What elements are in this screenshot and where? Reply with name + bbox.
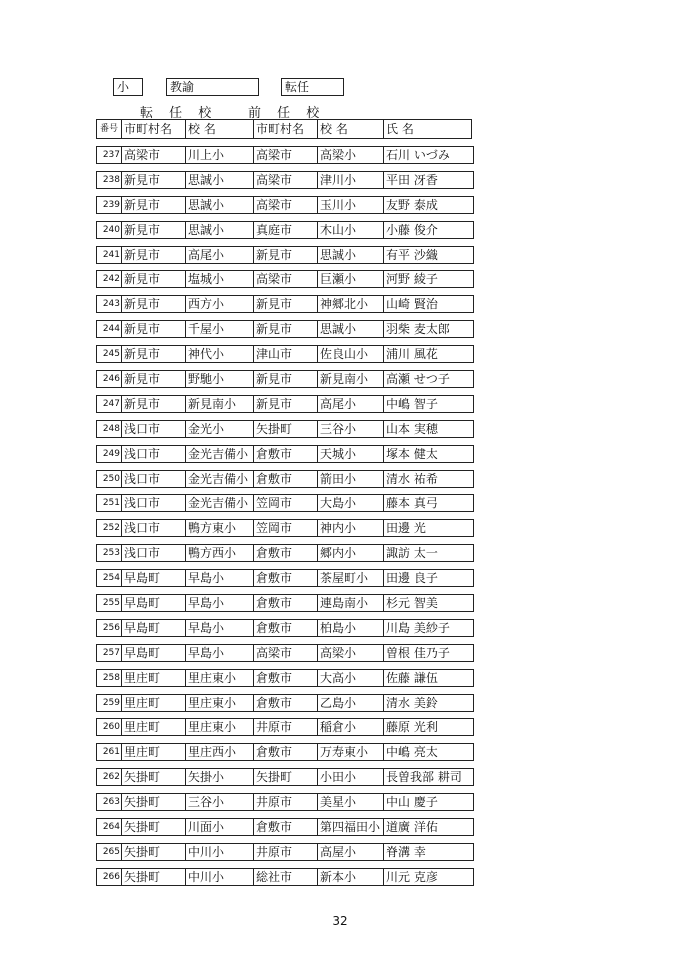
- prev-school-cell: 乙島小: [317, 695, 383, 711]
- new-city-cell: 新見市: [121, 247, 185, 263]
- prev-school-cell: 万寿東小: [317, 744, 383, 760]
- row-number: 266: [102, 871, 120, 882]
- table-row: [96, 669, 474, 687]
- prev-city-cell: 倉敷市: [253, 446, 317, 462]
- table-row: [96, 694, 474, 712]
- table-row: [96, 270, 474, 288]
- prev-school-cell: 新見南小: [317, 371, 383, 387]
- prev-school-cell: 第四福田小: [317, 819, 383, 835]
- new-school-cell: 早島小: [185, 645, 253, 661]
- table-row: [96, 420, 474, 438]
- teacher-name-cell: 曽根 佳乃子: [383, 645, 473, 661]
- new-school-cell: 神代小: [185, 346, 253, 362]
- row-number: 244: [102, 324, 120, 335]
- new-school-cell: 中川小: [185, 844, 253, 860]
- transfer-type-box: 転任: [281, 78, 344, 96]
- row-number: 259: [102, 697, 120, 708]
- new-school-cell: 中川小: [185, 869, 253, 885]
- new-school-cell: 金光小: [185, 421, 253, 437]
- new-school-cell: 思誠小: [185, 197, 253, 213]
- new-city-cell: 矢掛町: [121, 794, 185, 810]
- row-number: 265: [102, 846, 120, 857]
- teacher-name-cell: 中嶋 智子: [383, 396, 473, 412]
- teacher-name-cell: 石川 いづみ: [383, 147, 473, 163]
- table-row: [96, 345, 474, 363]
- new-school-cell: 里庄西小: [185, 744, 253, 760]
- new-city-cell: 新見市: [121, 396, 185, 412]
- row-number: 250: [102, 473, 120, 484]
- new-city-cell: 矢掛町: [121, 769, 185, 785]
- teacher-name-cell: 友野 泰成: [383, 197, 473, 213]
- prev-school-cell: 玉川小: [317, 197, 383, 213]
- teacher-name-cell: 浦川 風花: [383, 346, 473, 362]
- table-row: [96, 246, 474, 264]
- new-city-cell: 高梁市: [121, 147, 185, 163]
- prev-city-cell: 倉敷市: [253, 545, 317, 561]
- prev-city-cell: 矢掛町: [253, 769, 317, 785]
- new-school-cell: 里庄東小: [185, 670, 253, 686]
- table-row: [96, 370, 474, 388]
- table-row: [96, 470, 474, 488]
- new-city-cell: 新見市: [121, 197, 185, 213]
- prev-city-cell: 新見市: [253, 371, 317, 387]
- new-city-cell: 早島町: [121, 570, 185, 586]
- row-number: 246: [102, 374, 120, 385]
- table-row: [96, 494, 474, 512]
- row-number: 264: [102, 822, 120, 833]
- row-number: 242: [102, 274, 120, 285]
- prev-school-cell: 小田小: [317, 769, 383, 785]
- teacher-name-cell: 川島 美紗子: [383, 620, 473, 636]
- teacher-name-cell: 佐藤 謙伍: [383, 670, 473, 686]
- prev-school-cell: 茶屋町小: [317, 570, 383, 586]
- header-prev-school: 校 名: [317, 120, 383, 138]
- teacher-name-cell: 川元 克彦: [383, 869, 473, 885]
- header-new-school: 校 名: [185, 120, 253, 138]
- table-row: [96, 395, 474, 413]
- row-number: 251: [102, 498, 120, 509]
- prev-school-cell: 三谷小: [317, 421, 383, 437]
- teacher-name-cell: 中山 慶子: [383, 794, 473, 810]
- table-row: [96, 445, 474, 463]
- new-city-cell: 里庄町: [121, 744, 185, 760]
- new-city-cell: 矢掛町: [121, 844, 185, 860]
- teacher-name-cell: 小藤 俊介: [383, 222, 473, 238]
- prev-city-cell: 高梁市: [253, 147, 317, 163]
- teacher-name-cell: 田邊 良子: [383, 570, 473, 586]
- table-row: [96, 544, 474, 562]
- prev-school-cell: 郷内小: [317, 545, 383, 561]
- row-number: 240: [102, 224, 120, 235]
- row-number: 262: [102, 772, 120, 783]
- prev-city-cell: 新見市: [253, 296, 317, 312]
- new-school-cell: 川上小: [185, 147, 253, 163]
- prev-school-cell: 稲倉小: [317, 719, 383, 735]
- row-number: 249: [102, 448, 120, 459]
- prev-city-cell: 笠岡市: [253, 520, 317, 536]
- teacher-name-cell: 杉元 智美: [383, 595, 473, 611]
- new-city-cell: 浅口市: [121, 471, 185, 487]
- row-number: 260: [102, 722, 120, 733]
- new-school-cell: 三谷小: [185, 794, 253, 810]
- teacher-name-cell: 脊溝 幸: [383, 844, 473, 860]
- header-no: 番号: [99, 124, 118, 134]
- new-city-cell: 早島町: [121, 595, 185, 611]
- prev-school-cell: 木山小: [317, 222, 383, 238]
- prev-city-cell: 倉敷市: [253, 819, 317, 835]
- new-city-cell: 新見市: [121, 371, 185, 387]
- new-city-cell: 矢掛町: [121, 819, 185, 835]
- prev-city-cell: 新見市: [253, 396, 317, 412]
- teacher-name-cell: 山崎 賢治: [383, 296, 473, 312]
- new-school-cell: 西方小: [185, 296, 253, 312]
- prev-school-cell: 思誠小: [317, 247, 383, 263]
- transfer-table: [96, 146, 474, 893]
- new-city-cell: 里庄町: [121, 719, 185, 735]
- table-row: [96, 295, 474, 313]
- prev-city-cell: 高梁市: [253, 197, 317, 213]
- table-row: [96, 743, 474, 761]
- table-row: [96, 818, 474, 836]
- row-number: 255: [102, 598, 120, 609]
- new-school-cell: 鴨方西小: [185, 545, 253, 561]
- row-number: 252: [102, 523, 120, 534]
- table-row: [96, 793, 474, 811]
- teacher-name-cell: 田邊 光: [383, 520, 473, 536]
- prev-school-cell: 柏島小: [317, 620, 383, 636]
- table-row: [96, 843, 474, 861]
- row-number: 258: [102, 672, 120, 683]
- new-city-cell: 新見市: [121, 271, 185, 287]
- new-school-cell: 高尾小: [185, 247, 253, 263]
- prev-city-cell: 倉敷市: [253, 670, 317, 686]
- prev-city-cell: 倉敷市: [253, 695, 317, 711]
- teacher-name-cell: 塚本 健太: [383, 446, 473, 462]
- prev-school-cell: 高屋小: [317, 844, 383, 860]
- prev-city-cell: 高梁市: [253, 645, 317, 661]
- new-city-cell: 浅口市: [121, 495, 185, 511]
- prev-school-cell: 美星小: [317, 794, 383, 810]
- new-school-cell: 鴨方東小: [185, 520, 253, 536]
- new-city-cell: 新見市: [121, 346, 185, 362]
- new-city-cell: 浅口市: [121, 545, 185, 561]
- new-school-cell: 新見南小: [185, 396, 253, 412]
- row-number: 238: [102, 174, 120, 185]
- teacher-name-cell: 河野 綾子: [383, 271, 473, 287]
- new-school-cell: 金光吉備小: [185, 495, 253, 511]
- table-row: [96, 868, 474, 886]
- position-box: 教諭: [166, 78, 259, 96]
- row-number: 237: [102, 150, 120, 160]
- table-row: [96, 146, 474, 164]
- teacher-name-cell: 羽柴 麦太郎: [383, 321, 473, 337]
- new-city-cell: 新見市: [121, 321, 185, 337]
- prev-city-cell: 高梁市: [253, 172, 317, 188]
- prev-city-cell: 倉敷市: [253, 595, 317, 611]
- table-row: [96, 718, 474, 736]
- row-number: 254: [102, 573, 120, 584]
- row-number: 257: [102, 647, 120, 658]
- row-number: 263: [102, 797, 120, 808]
- teacher-name-cell: 平田 冴香: [383, 172, 473, 188]
- teacher-name-cell: 藤本 真弓: [383, 495, 473, 511]
- new-city-cell: 新見市: [121, 222, 185, 238]
- prev-school-cell: 神内小: [317, 520, 383, 536]
- new-school-cell: 早島小: [185, 595, 253, 611]
- new-school-cell: 矢掛小: [185, 769, 253, 785]
- new-school-cell: 塩城小: [185, 271, 253, 287]
- new-school-cell: 金光吉備小: [185, 471, 253, 487]
- teacher-name-cell: 長曽我部 耕司: [383, 769, 473, 785]
- prev-city-cell: 新見市: [253, 247, 317, 263]
- prev-school-cell: 思誠小: [317, 321, 383, 337]
- new-school-cell: 思誠小: [185, 222, 253, 238]
- new-city-cell: 里庄町: [121, 695, 185, 711]
- new-school-cell: 早島小: [185, 620, 253, 636]
- header-name: 氏 名: [383, 120, 471, 138]
- prev-city-cell: 倉敷市: [253, 744, 317, 760]
- page-number: 32: [332, 914, 348, 928]
- prev-school-cell: 高尾小: [317, 396, 383, 412]
- prev-school-cell: 新本小: [317, 869, 383, 885]
- prev-school-cell: 高梁小: [317, 645, 383, 661]
- table-row: [96, 320, 474, 338]
- prev-city-cell: 倉敷市: [253, 471, 317, 487]
- row-number: 256: [102, 622, 120, 633]
- table-row: [96, 196, 474, 214]
- prev-city-cell: 笠岡市: [253, 495, 317, 511]
- prev-school-cell: 大高小: [317, 670, 383, 686]
- teacher-name-cell: 道廣 洋佑: [383, 819, 473, 835]
- table-row: [96, 619, 474, 637]
- teacher-name-cell: 諏訪 太一: [383, 545, 473, 561]
- prev-school-cell: 高梁小: [317, 147, 383, 163]
- table-row: [96, 569, 474, 587]
- teacher-name-cell: 有平 沙織: [383, 247, 473, 263]
- table-row: [96, 644, 474, 662]
- new-city-cell: 新見市: [121, 172, 185, 188]
- prev-school-cell: 箭田小: [317, 471, 383, 487]
- row-number: 241: [102, 249, 120, 260]
- teacher-name-cell: 中嶋 亮太: [383, 744, 473, 760]
- row-number: 261: [102, 747, 120, 758]
- row-number: 243: [102, 299, 120, 310]
- prev-school-cell: 連島南小: [317, 595, 383, 611]
- prev-city-cell: 津山市: [253, 346, 317, 362]
- row-number: 248: [102, 423, 120, 434]
- new-school-cell: 野馳小: [185, 371, 253, 387]
- prev-school-group-heading: 前 任 校: [248, 106, 326, 121]
- row-number: 239: [102, 199, 120, 210]
- new-school-cell: 思誠小: [185, 172, 253, 188]
- prev-school-cell: 佐良山小: [317, 346, 383, 362]
- teacher-name-cell: 藤原 光利: [383, 719, 473, 735]
- new-school-group-heading: 転 任 校: [140, 106, 218, 121]
- table-row: [96, 221, 474, 239]
- prev-city-cell: 倉敷市: [253, 620, 317, 636]
- table-row: [96, 519, 474, 537]
- prev-city-cell: 井原市: [253, 794, 317, 810]
- prev-city-cell: 倉敷市: [253, 570, 317, 586]
- prev-city-cell: 矢掛町: [253, 421, 317, 437]
- new-city-cell: 浅口市: [121, 421, 185, 437]
- prev-school-cell: 津川小: [317, 172, 383, 188]
- new-city-cell: 早島町: [121, 645, 185, 661]
- table-row: [96, 768, 474, 786]
- prev-city-cell: 井原市: [253, 844, 317, 860]
- row-number: 247: [102, 398, 120, 409]
- new-city-cell: 早島町: [121, 620, 185, 636]
- header-new-city: 市町村名: [121, 120, 185, 138]
- new-city-cell: 浅口市: [121, 446, 185, 462]
- table-row: [96, 171, 474, 189]
- row-number: 253: [102, 548, 120, 559]
- table-row: [96, 594, 474, 612]
- prev-school-cell: 巨瀬小: [317, 271, 383, 287]
- new-city-cell: 里庄町: [121, 670, 185, 686]
- new-city-cell: 矢掛町: [121, 869, 185, 885]
- new-school-cell: 金光吉備小: [185, 446, 253, 462]
- prev-city-cell: 新見市: [253, 321, 317, 337]
- new-school-cell: 川面小: [185, 819, 253, 835]
- prev-city-cell: 真庭市: [253, 222, 317, 238]
- new-school-cell: 里庄東小: [185, 695, 253, 711]
- teacher-name-cell: 清水 祐希: [383, 471, 473, 487]
- teacher-name-cell: 山本 実穂: [383, 421, 473, 437]
- new-school-cell: 早島小: [185, 570, 253, 586]
- table-header: [96, 119, 472, 139]
- prev-city-cell: 井原市: [253, 719, 317, 735]
- new-city-cell: 浅口市: [121, 520, 185, 536]
- header-prev-city: 市町村名: [253, 120, 317, 138]
- prev-school-cell: 神郷北小: [317, 296, 383, 312]
- prev-city-cell: 高梁市: [253, 271, 317, 287]
- school-level-box: 小: [113, 78, 143, 96]
- teacher-name-cell: 高瀬 せつ子: [383, 371, 473, 387]
- new-school-cell: 里庄東小: [185, 719, 253, 735]
- new-school-cell: 千屋小: [185, 321, 253, 337]
- new-city-cell: 新見市: [121, 296, 185, 312]
- prev-school-cell: 大島小: [317, 495, 383, 511]
- teacher-name-cell: 清水 美鈴: [383, 695, 473, 711]
- row-number: 245: [102, 349, 120, 360]
- prev-city-cell: 総社市: [253, 869, 317, 885]
- prev-school-cell: 天城小: [317, 446, 383, 462]
